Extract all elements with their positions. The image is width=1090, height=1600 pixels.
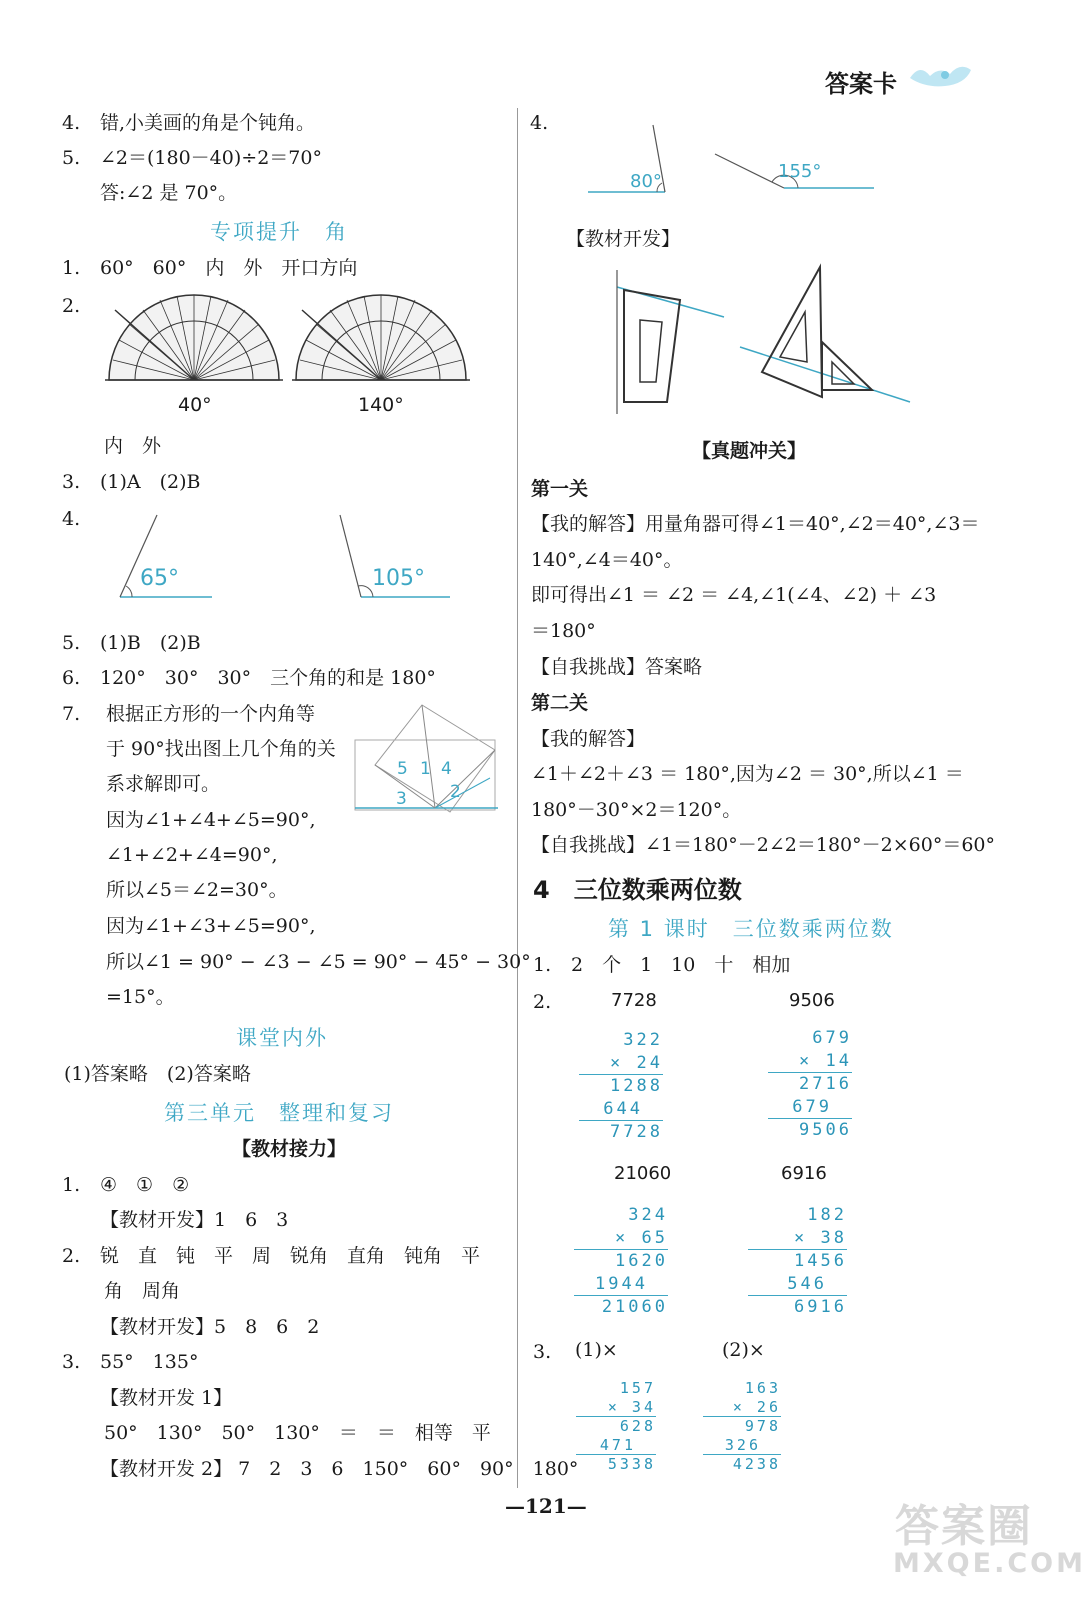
- column-divider: [517, 108, 518, 1488]
- calc-row: 163: [744, 1379, 781, 1397]
- calc-row: × 38: [794, 1228, 847, 1248]
- fig-label-3: 3: [396, 789, 407, 809]
- watermark-url: MXQE.COM: [893, 1548, 1086, 1579]
- s6-line: 6. 120° 30° 30° 三个角的和是 180°: [62, 667, 436, 689]
- protractor-label-2: 140°: [358, 394, 404, 416]
- a2-num: 2.: [533, 991, 552, 1013]
- calc-row: × 26: [732, 1398, 781, 1416]
- calc-row: 628: [619, 1417, 656, 1435]
- unit4-title: 4 三位数乘两位数: [533, 876, 742, 904]
- a1-line: 1. 2 个 1 10 十 相加: [533, 954, 791, 976]
- calc-row: × 65: [615, 1228, 668, 1248]
- s7-line-6: 所以∠5＝∠2=30°。: [106, 879, 288, 901]
- calc-row: 5338: [607, 1455, 656, 1473]
- g1-line-1: 【我的解答】用量角器可得∠1＝40°,∠2＝40°,∠3＝: [531, 513, 980, 535]
- header-title: 答案卡: [825, 70, 897, 98]
- angle-label-105: 105°: [372, 566, 425, 591]
- r3-dev1: 【教材开发 1】: [100, 1387, 233, 1409]
- right-q4-num: 4.: [530, 112, 549, 134]
- watermark-cn: 答案圈: [895, 1501, 1033, 1552]
- calc-row: 6916: [794, 1297, 847, 1317]
- calc-row: 322: [623, 1030, 663, 1050]
- r3-values: 50° 130° 50° 130° ＝ ＝ 相等 平: [104, 1422, 491, 1444]
- product-3: 21060: [614, 1163, 672, 1184]
- s7-line-9: =15°。: [106, 986, 175, 1008]
- calc-row: 1620: [615, 1251, 668, 1271]
- g2-line-2: 180°－30°×2＝120°。: [531, 799, 742, 821]
- angle-label-80: 80°: [630, 171, 662, 192]
- product-4: 6916: [781, 1163, 827, 1184]
- calc-row: 546: [787, 1274, 827, 1294]
- protractor-label-1: 40°: [178, 394, 212, 416]
- q5-answer: 答:∠2 是 70°。: [100, 182, 238, 204]
- a3-label-1: (1)×: [575, 1339, 618, 1361]
- calc-row: 4238: [732, 1455, 781, 1473]
- a3-label-2: (2)×: [722, 1339, 765, 1361]
- angle-label-65: 65°: [140, 566, 179, 591]
- lesson-title: 第 1 课时 三位数乘两位数: [608, 917, 894, 941]
- s7-line-3: 系求解即可。: [106, 773, 221, 795]
- gate2-heading: 第二关: [531, 692, 589, 714]
- gate1-heading: 第一关: [531, 478, 589, 500]
- protractor-40-figure: [105, 288, 283, 388]
- r2-dev: 【教材开发】5 8 6 2: [100, 1316, 320, 1338]
- s2-num: 2.: [62, 295, 81, 317]
- calc-row: 9506: [799, 1120, 852, 1140]
- calc-row: 21060: [601, 1297, 668, 1317]
- q4-line: 4. 错,小美画的角是个钝角。: [62, 112, 316, 134]
- g2-answer-heading: 【我的解答】: [531, 728, 646, 750]
- fig-label-5: 5: [397, 759, 408, 779]
- calc-row: 1456: [794, 1251, 847, 1271]
- fig-label-2: 2: [450, 782, 461, 802]
- section-title-ktnw: 课堂内外: [236, 1026, 328, 1050]
- fig-label-4: 4: [441, 759, 452, 779]
- section-title-angle: 专项提升 角: [210, 220, 348, 244]
- s5-line: 5. (1)B (2)B: [62, 632, 201, 654]
- g1-line-2: 140°,∠4＝40°。: [531, 549, 683, 571]
- set-squares-figure: [612, 262, 912, 417]
- calc-row: 324: [628, 1205, 668, 1225]
- r3-dev2: 【教材开发 2】 7 2 3 6 150° 60° 90° 180°: [100, 1458, 579, 1480]
- s7-line-4: 因为∠1+∠4+∠5=90°,: [106, 809, 316, 831]
- calc-row: 1288: [610, 1076, 663, 1096]
- calc-row: 2716: [799, 1074, 852, 1094]
- g2-self: 【自我挑战】∠1＝180°－2∠2＝180°－2×60°＝60°: [531, 834, 995, 856]
- calc-row: 978: [744, 1417, 781, 1435]
- q5-line: 5. ∠2＝(180－40)÷2＝70°: [62, 147, 322, 169]
- calc-row: × 14: [799, 1051, 852, 1071]
- s7-line-5: ∠1+∠2+∠4=90°,: [106, 844, 278, 866]
- g2-line-1: ∠1＋∠2＋∠3 ＝ 180°,因为∠2 ＝ 30°,所以∠1 ＝: [531, 763, 964, 785]
- r1-line: 1. ④ ① ②: [62, 1174, 190, 1196]
- s7-line-7: 因为∠1+∠3+∠5=90°,: [106, 915, 316, 937]
- angle-label-155: 155°: [778, 161, 822, 182]
- g1-self: 【自我挑战】答案略: [531, 656, 703, 678]
- a3-num: 3.: [533, 1341, 552, 1363]
- s1-line: 1. 60° 60° 内 外 开口方向: [62, 257, 358, 279]
- calc-row: 157: [619, 1379, 656, 1397]
- r1-dev: 【教材开发】1 6 3: [100, 1209, 289, 1231]
- calc-row: 1944: [595, 1274, 648, 1294]
- product-2: 9506: [789, 990, 835, 1011]
- zhenti-heading: 【真题冲关】: [692, 440, 807, 462]
- r2-line2: 角 周角: [104, 1280, 181, 1302]
- g1-line-4: ＝180°: [531, 620, 596, 642]
- s2-after: 内 外: [104, 435, 162, 457]
- s7-line-1: 根据正方形的一个内角等: [106, 703, 316, 725]
- calc-row: 182: [807, 1205, 847, 1225]
- s7-line-2: 于 90°找出图上几个角的关: [106, 738, 336, 760]
- calc-row: 679: [812, 1028, 852, 1048]
- ktnw-line: (1)答案略 (2)答案略: [64, 1063, 251, 1085]
- calc-row: 7728: [610, 1122, 663, 1142]
- section-title-unit3: 第三单元 整理和复习: [164, 1101, 394, 1125]
- calc-row: 471: [599, 1436, 636, 1454]
- calc-row: 326: [724, 1436, 761, 1454]
- calc-row: × 24: [610, 1053, 663, 1073]
- bird-decoration-icon: [905, 58, 975, 92]
- right-dev-heading: 【教材开发】: [566, 228, 681, 250]
- fig-label-1: 1: [420, 759, 431, 779]
- s4-num: 4.: [62, 508, 81, 530]
- r2-line: 2. 锐 直 钝 平 周 锐角 直角 钝角 平: [62, 1245, 481, 1267]
- page-number: —121—: [505, 1494, 587, 1518]
- product-1: 7728: [611, 990, 657, 1011]
- protractor-140-figure: [292, 288, 470, 388]
- jcjl-heading: 【教材接力】: [232, 1138, 347, 1160]
- g1-line-3: 即可得出∠1 ＝ ∠2 ＝ ∠4,∠1(∠4、∠2) ＋ ∠3: [531, 584, 937, 606]
- r3-line: 3. 55° 135°: [62, 1351, 199, 1373]
- calc-row: × 34: [607, 1398, 656, 1416]
- s7-num: 7.: [62, 703, 81, 725]
- s3-line: 3. (1)A (2)B: [62, 471, 201, 493]
- s7-line-8: 所以∠1 = 90° − ∠3 − ∠5 = 90° − 45° − 30°: [106, 951, 531, 973]
- calc-row: 679: [792, 1097, 832, 1117]
- calc-row: 644: [603, 1099, 643, 1119]
